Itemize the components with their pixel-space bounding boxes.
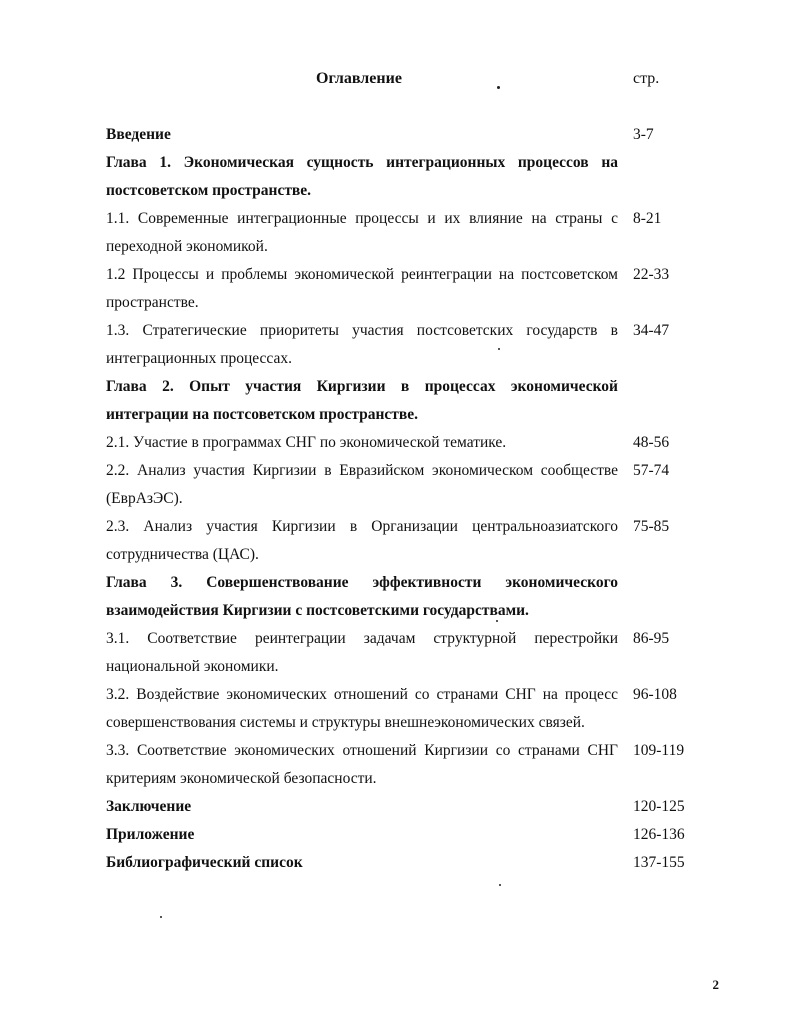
- toc-chapter-title: Глава 2. Опыт участия Киргизии в процессах экономической интеграции на постсоветском пространстве.: [106, 378, 618, 423]
- toc-entry-pages: 109-119: [633, 742, 685, 759]
- toc-entry-pages: 22-33: [633, 266, 670, 283]
- toc-title: Оглавление: [316, 70, 402, 87]
- toc-entry-title: Библиографический список: [106, 854, 303, 871]
- toc-entry-title: Введение: [106, 126, 171, 143]
- toc-chapter-title: Глава 1. Экономическая сущность интеграционных процессов на постсоветском пространстве.: [106, 154, 618, 199]
- toc-entry-pages: 8-21: [633, 210, 662, 227]
- toc-entry-title: 3.3. Соответствие экономических отношений Киргизии со странами СНГ критериям экономической безопасности.: [106, 742, 618, 787]
- toc-entry-pages: 86-95: [633, 630, 670, 647]
- toc-entry-title: 3.2. Воздействие экономических отношений со странами СНГ на процесс совершенствования системы и структуры внешнеэкономических связей.: [106, 686, 618, 731]
- scan-speck: [499, 884, 501, 886]
- toc-entry-1-3: [106, 317, 706, 373]
- toc-entry-title: 1.1. Современные интеграционные процессы и их влияние на страны с переходной экономикой.: [106, 210, 618, 255]
- toc-entry-title: 2.3. Анализ участия Киргизии в Организации центральноазиатского сотрудничества (ЦАС).: [106, 518, 618, 563]
- scan-speck: [496, 620, 498, 622]
- toc-entry-pages: 120-125: [633, 798, 685, 815]
- page-number: 2: [712, 977, 719, 992]
- toc-entry-bibliography: [106, 849, 706, 877]
- toc-entry-title: Заключение: [106, 798, 192, 815]
- toc-entry-pages: 96-108: [633, 686, 677, 703]
- scan-speck: [498, 348, 500, 350]
- toc-entry-conclusion: [106, 793, 706, 821]
- toc-entry-intro: [106, 121, 706, 149]
- toc-entry-title: Приложение: [106, 826, 195, 843]
- toc-entry-title: 2.2. Анализ участия Киргизии в Евразийском экономическом сообществе (ЕврАзЭС).: [106, 462, 618, 507]
- toc-chapter-3: [106, 569, 706, 625]
- page-header: [0, 70, 799, 94]
- toc-entry-pages: 137-155: [633, 854, 685, 871]
- toc-entry-1-2: [106, 261, 706, 317]
- toc-chapter-2: [106, 373, 706, 429]
- toc-entry-title: 1.3. Стратегические приоритеты участия постсоветских государств в интеграционных процессах.: [106, 322, 618, 367]
- table-of-contents: [106, 121, 706, 877]
- toc-entry-3-3: [106, 737, 706, 793]
- toc-chapter-1: [106, 149, 706, 205]
- toc-entry-title: 1.2 Процессы и проблемы экономической реинтеграции на постсоветском пространстве.: [106, 266, 618, 311]
- toc-entry-3-1: [106, 625, 706, 681]
- toc-entry-2-2: [106, 457, 706, 513]
- toc-entry-pages: 57-74: [633, 462, 670, 479]
- toc-entry-2-3: [106, 513, 706, 569]
- toc-entry-1-1: [106, 205, 706, 261]
- toc-entry-title: 3.1. Соответствие реинтеграции задачам структурной перестройки национальной экономики.: [106, 630, 618, 675]
- pages-column-header: стр.: [633, 70, 660, 87]
- toc-entry-pages: 126-136: [633, 826, 685, 843]
- toc-entry-pages: 3-7: [633, 126, 654, 143]
- scan-speck: [497, 86, 500, 89]
- toc-entry-title: 2.1. Участие в программах СНГ по экономической тематике.: [106, 434, 507, 451]
- toc-chapter-title: Глава 3. Совершенствование эффективности экономического взаимодействия Киргизии с постсоветскими государствами.: [106, 574, 618, 619]
- toc-entry-pages: 48-56: [633, 434, 670, 451]
- toc-entry-pages: 34-47: [633, 322, 670, 339]
- toc-entry-appendix: [106, 821, 706, 849]
- toc-entry-2-1: [106, 429, 706, 457]
- scan-speck: [160, 916, 162, 918]
- toc-entry-pages: 75-85: [633, 518, 670, 535]
- toc-entry-3-2: [106, 681, 706, 737]
